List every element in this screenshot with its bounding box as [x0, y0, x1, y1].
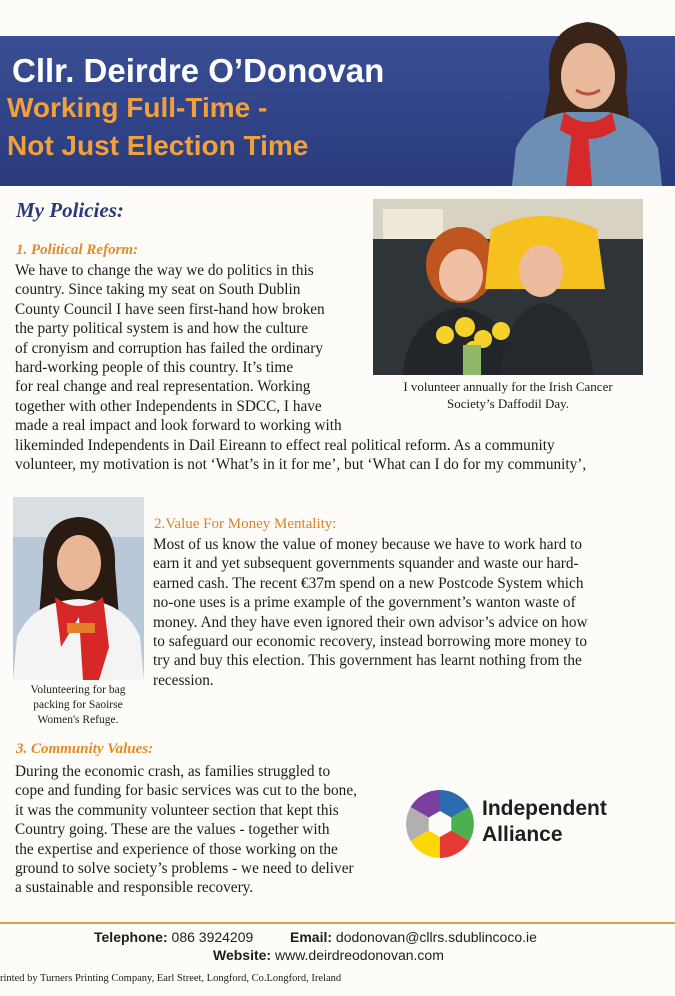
- policies-title: My Policies:: [16, 198, 124, 222]
- email[interactable]: Email: dodonovan@cllrs.sdublincoco.ie: [290, 929, 537, 945]
- womens-refuge-photo: [13, 497, 144, 680]
- policy-3-text: During the economic crash, as families struggled to cope and funding for basic services was cut to the bone, it was the community volunteer section that kept this Country going. These are the values - together with the expertise and experience of those working on the ground to solve society’s problems - we need to deliver a sustainable and responsible recovery.: [15, 763, 357, 897]
- photo-2-caption: Volunteering for bag packing for Saoirse Women's Refuge.: [30, 684, 126, 726]
- policy-1-text: We have to change the way we do politics in this country. Since taking my seat on South Dublin County Council I have seen first-hand how broken the party political system is and how the culture of cronyism and corruption has failed the ordinary hard-working people of this country. It’s time for real change and real representation. Working together with other Independents in SDCC, I have made a real impact and look forward to working with likeminded Independents in Dail Eireann to effect real political reform. As a community volunteer, my motivation is not ‘What’s in it for me’, but ‘What can I do for my community’,: [15, 262, 587, 474]
- slogan-line-1: Working Full-Time -: [7, 92, 268, 123]
- printer-credit: rinted by Turners Printing Company, Earl Street, Longford, Co.Longford, Ireland: [0, 973, 342, 984]
- logo-text-line-2: Alliance: [482, 823, 563, 846]
- footer-divider: [0, 922, 675, 924]
- candidate-portrait: [512, 8, 662, 186]
- telephone: Telephone: 086 3924209: [94, 929, 254, 945]
- logo-text-line-1: Independent: [482, 797, 607, 820]
- daffodil-day-photo: [373, 199, 643, 375]
- photo-1-caption: I volunteer annually for the Irish Cancer Society’s Daffodil Day.: [403, 379, 613, 411]
- slogan-line-2: Not Just Election Time: [7, 130, 309, 161]
- independent-alliance-logo-icon: [405, 789, 475, 859]
- policy-2-text: Most of us know the value of money because we have to work hard to earn it and yet subsequent governments squander and waste our hard- earned cash. The recent €37m spend on a new Postcode System which no-one uses is a prime example of the government’s wanton waste of money. And they have even ignored their own advisor’s advice on how to safeguard our economic recovery, instead borrowing more money to try and buy this election. This government has learnt nothing from the recession.: [153, 536, 588, 689]
- candidate-name: Cllr. Deirdre O’Donovan: [12, 52, 385, 89]
- policy-1-heading: 1. Political Reform:: [16, 242, 139, 258]
- policy-2-heading: 2.Value For Money Mentality:: [154, 516, 337, 532]
- website[interactable]: Website: www.deirdreodonovan.com: [213, 947, 444, 963]
- policy-3-heading: 3. Community Values:: [16, 741, 154, 757]
